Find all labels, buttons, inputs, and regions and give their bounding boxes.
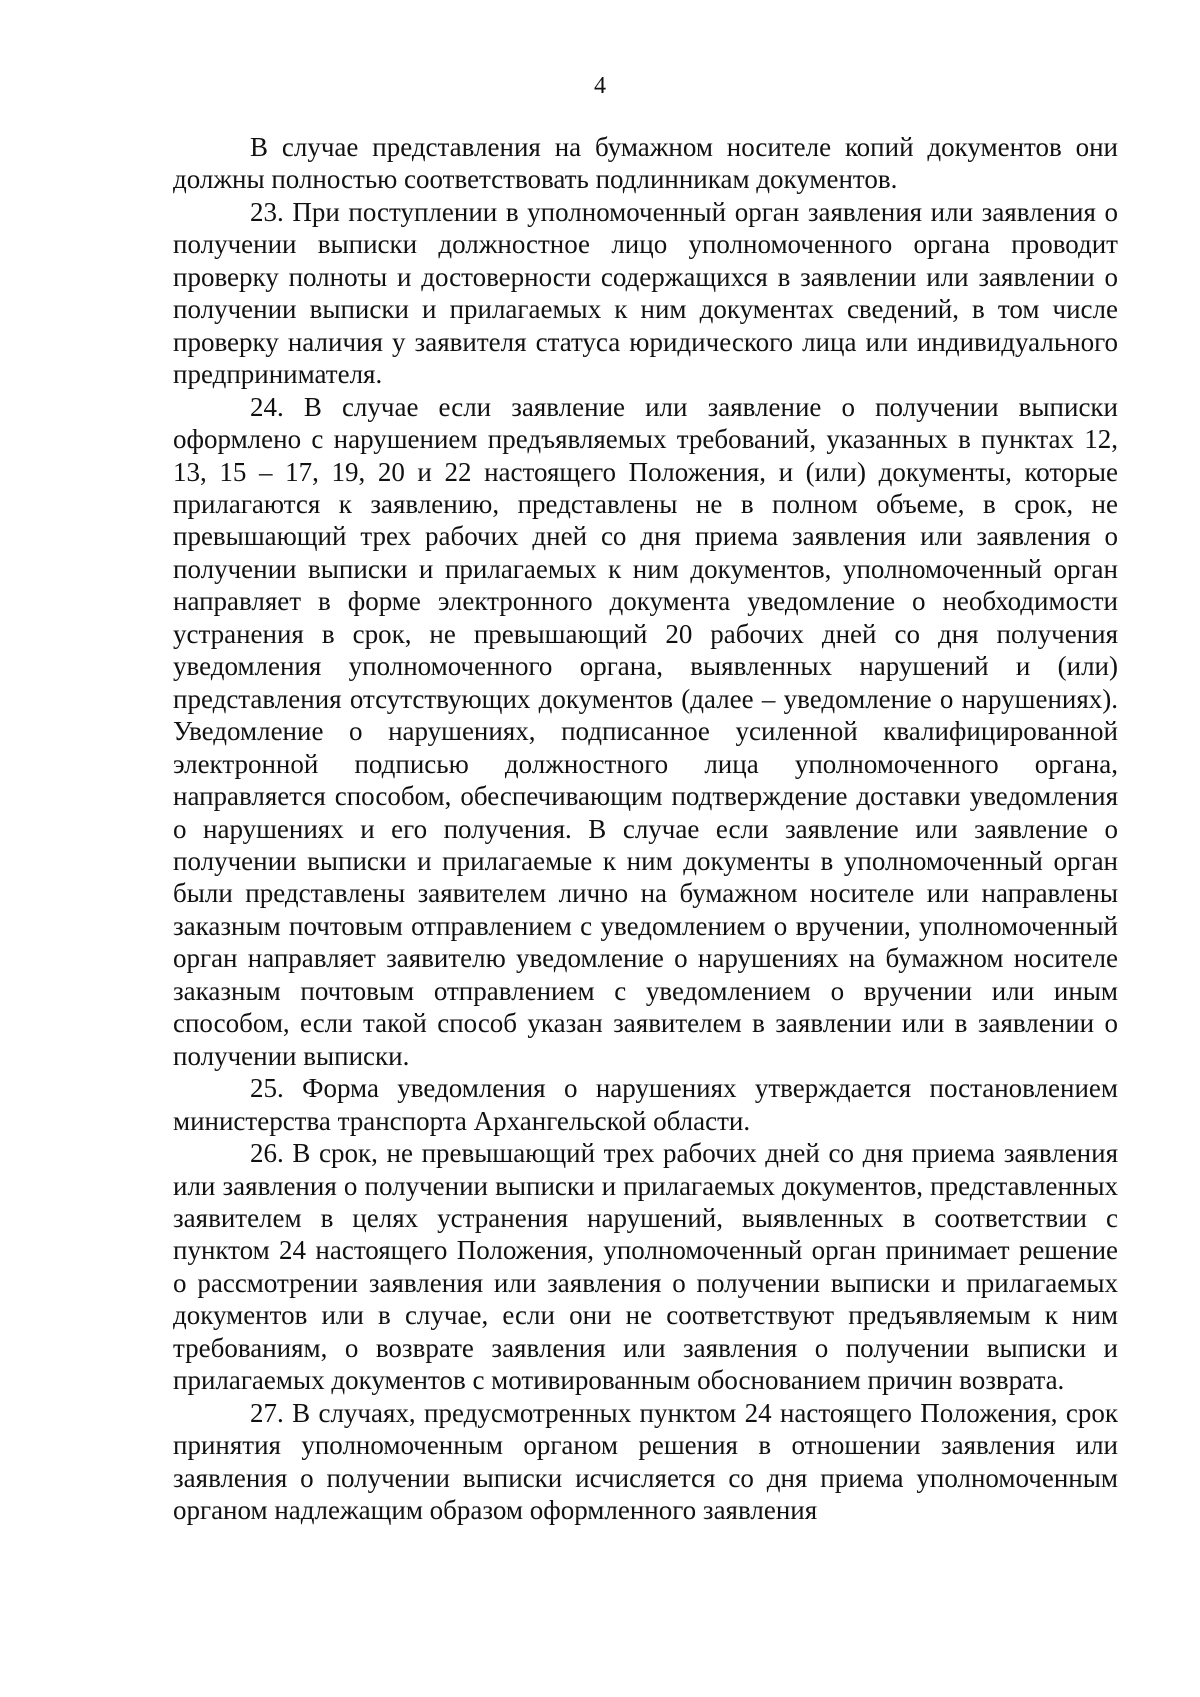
paragraph-item-23: 23. При поступлении в уполномоченный орган заявления или заявления о получении выписки должностное лицо уполномоченного органа проводит проверку полноты и достоверности содержащихся в заявлении или заявлении о получении выписки и прилагаемых к ним документах сведений, в том числе проверку наличия у заявителя статуса юридического лица или индивидуального предпринимателя. [173,196,1118,390]
paragraph-item-25: 25. Форма уведомления о нарушениях утверждается постановлением министерства транспорта Архангельской области. [173,1073,1118,1136]
paragraph-continuation: В случае представления на бумажном носителе копий документов они должны полностью соответствовать подлинникам документов. [173,132,1118,195]
paragraph-item-26: 26. В срок, не превышающий трех рабочих дней со дня приема заявления или заявления о получении выписки и прилагаемых документов, представленных заявителем в целях устранения нарушений, выявленных в соответствии с пунктом 24 настоящего Положения, уполномоченный орган принимает решение о рассмотрении заявления или заявления о получении выписки и прилагаемых документов или в случае, если они не соответствуют предъявляемым к ним требованиям, о возврате заявления или заявления о получении выписки и прилагаемых документов с мотивированным обоснованием причин возврата. [173,1138,1118,1396]
document-body [173,131,1118,1526]
paragraph-item-24: 24. В случае если заявление или заявление о получении выписки оформлено с нарушением предъявляемых требований, указанных в пунктах 12, 13, 15 – 17, 19, 20 и 22 настоящего Положения, и (или) документы, которые прилагаются к заявлению, представлены не в полном объеме, в срок, не превышающий трех рабочих дней со дня приема заявления или заявления о получении выписки и прилагаемых к ним документов, уполномоченный орган направляет в форме электронного документа уведомление о необходимости устранения в срок, не превышающий 20 рабочих дней со дня получения уведомления уполномоченного органа, выявленных нарушений и (или) представления отсутствующих документов (далее – уведомление о нарушениях). Уведомление о нарушениях, подписанное усиленной квалифицированной электронной подписью должностного лица уполномоченного органа, направляется способом, обеспечивающим подтверждение доставки уведомления о нарушениях и его получения. В случае если заявление или заявление о получении выписки и прилагаемые к ним документы в уполномоченный орган были представлены заявителем лично на бумажном носителе или направлены заказным почтовым отправлением с уведомлением о вручении, уполномоченный орган направляет заявителю уведомление о нарушениях на бумажном носителе заказным почтовым отправлением с уведомлением о вручении или иным способом, если такой способ указан заявителем в заявлении или в заявлении о получении выписки. [173,391,1118,1071]
paragraph-item-27: 27. В случаях, предусмотренных пунктом 24 настоящего Положения, срок принятия уполномоченным органом решения в отношении заявления или заявления о получении выписки исчисляется со дня приема уполномоченным органом надлежащим образом оформленного заявления [173,1397,1118,1526]
page-number: 4 [594,73,606,99]
